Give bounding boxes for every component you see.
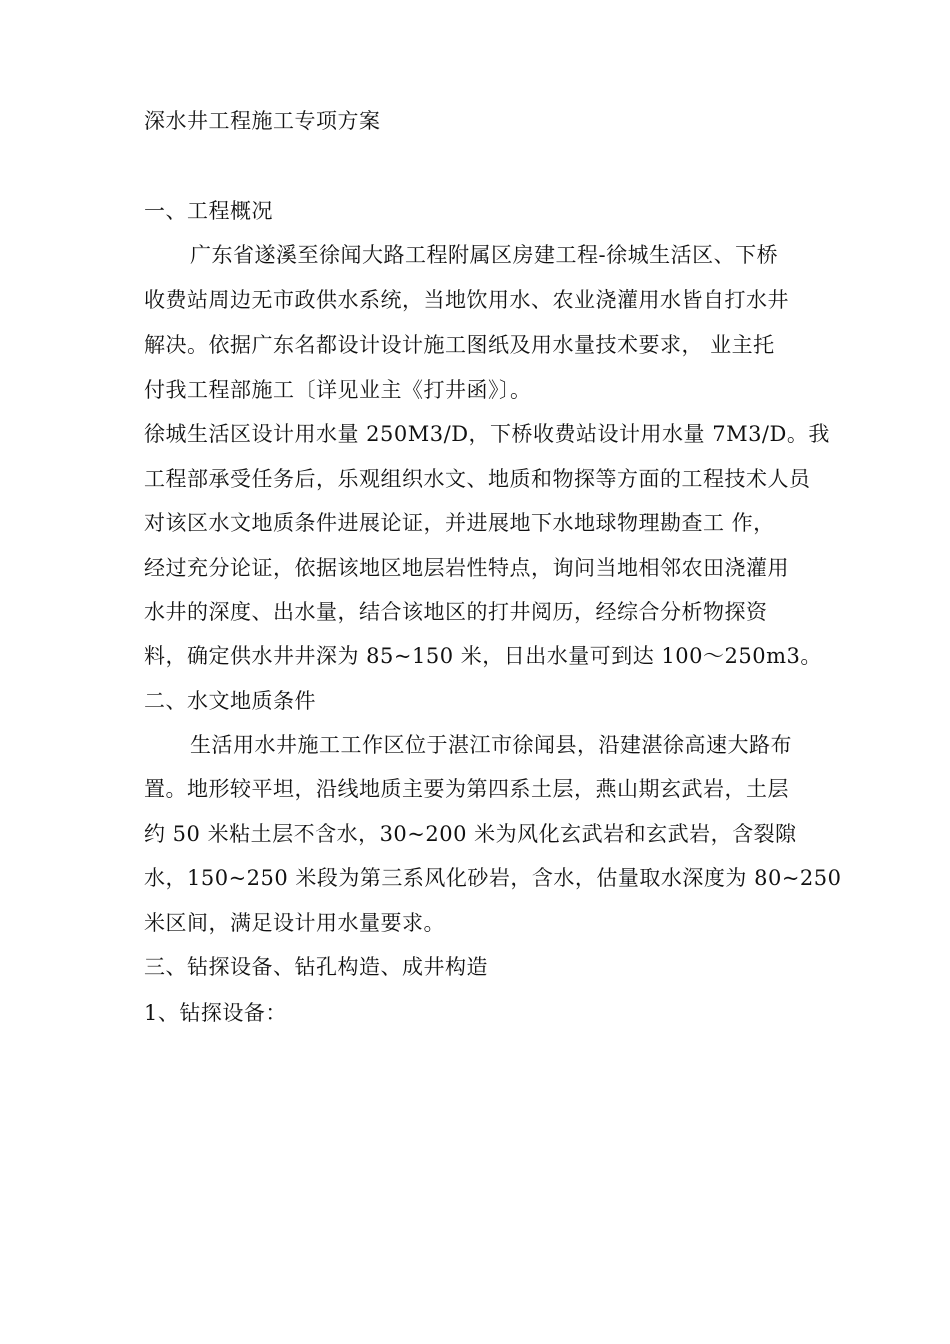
- paragraph-line: 置。地形较平坦，沿线地质主要为第四系土层，燕山期玄武岩，土层: [144, 777, 789, 801]
- paragraph-line: 水，150~250 米段为第三系风化砂岩，含水，估量取水深度为 80~250: [144, 866, 842, 890]
- paragraph-line: 对该区水文地质条件进展论证，并进展地下水地球物理勘查工 作，: [144, 511, 775, 535]
- document-title: 深水井工程施工专项方案: [144, 109, 381, 133]
- paragraph-line: 经过充分论证，依据该地区地层岩性特点，询问当地相邻农田浇灌用: [144, 556, 789, 580]
- paragraph-line: 解决。依据广东名都设计设计施工图纸及用水量技术要求， 业主托: [144, 333, 775, 357]
- paragraph-line: 广东省遂溪至徐闻大路工程附属区房建工程-徐城生活区、下桥: [190, 243, 779, 267]
- paragraph-line: 约 50 米粘土层不含水，30~200 米为风化玄武岩和玄武岩，含裂隙: [144, 822, 797, 846]
- paragraph-line: 付我工程部施工〔详见业主《打井函》〕。: [144, 378, 532, 402]
- subsection-heading: 1、钻探设备：: [144, 1001, 287, 1025]
- section-heading: 一、工程概况: [144, 199, 273, 223]
- section-heading: 二、水文地质条件: [144, 689, 316, 713]
- section-heading: 三、钻探设备、钻孔构造、成井构造: [144, 955, 488, 979]
- paragraph-line: 水井的深度、出水量，结合该地区的打井阅历，经综合分析物探资: [144, 600, 768, 624]
- paragraph-line: 徐城生活区设计用水量 250M3/D，下桥收费站设计用水量 7M3/D。我: [144, 422, 830, 446]
- paragraph-line: 收费站周边无市政供水系统，当地饮用水、农业浇灌用水皆自打水井: [144, 288, 789, 312]
- paragraph-line: 生活用水井施工工作区位于湛江市徐闻县，沿建湛徐高速大路布: [190, 733, 792, 757]
- paragraph-line: 工程部承受任务后，乐观组织水文、地质和物探等方面的工程技术人员: [144, 467, 811, 491]
- paragraph-line: 料，确定供水井井深为 85~150 米，日出水量可到达 100～250m3。: [144, 644, 822, 668]
- paragraph-line: 米区间，满足设计用水量要求。: [144, 911, 445, 935]
